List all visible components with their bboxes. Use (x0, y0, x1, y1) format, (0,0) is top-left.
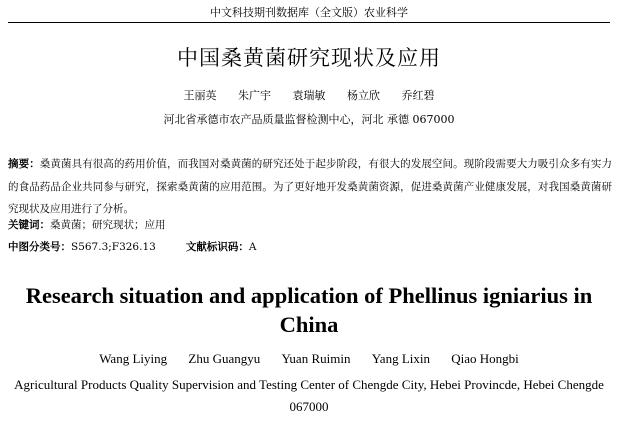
english-affiliation: Agricultural Products Quality Supervision and Testing Center of Chengde City, Hebei Provincde, Hebei Chengde 067000 (14, 377, 604, 414)
english-author: Yang Lixin (371, 351, 430, 366)
abstract-label: 摘要： (8, 158, 40, 170)
chinese-author: 王丽英 (183, 89, 217, 102)
chinese-author: 杨立欣 (347, 89, 380, 102)
header-rule (8, 22, 610, 23)
chinese-authors (0, 88, 618, 104)
keywords-text: 桑黄菌；研究现状；应用 (50, 219, 166, 231)
classification-line (8, 239, 612, 255)
chinese-abstract (8, 153, 612, 221)
english-author: Qiao Hongbi (451, 351, 519, 366)
chinese-author: 袁瑞敏 (292, 89, 326, 102)
keywords-label: 关键词： (8, 219, 50, 231)
chinese-affiliation: 河北省承德市农产品质量监督检测中心，河北 承德 067000 (163, 113, 455, 126)
chinese-author: 乔红碧 (401, 89, 435, 102)
english-title: Research situation and application of Phellinus igniarius in China (25, 283, 593, 337)
english-author: Wang Liying (99, 351, 168, 366)
chinese-keywords (8, 217, 612, 233)
english-authors (0, 351, 618, 367)
running-header: 中文科技期刊数据库（全文版）农业科学 (210, 6, 408, 19)
doc-code-label: 文献标识码： (185, 241, 249, 253)
english-author: Zhu Guangyu (188, 351, 261, 366)
clc-label: 中图分类号： (8, 241, 71, 253)
abstract-text: 桑黄菌具有很高的药用价值，而我国对桑黄菌的研究还处于起步阶段，有很大的发展空间。现阶段需要大力吸引众多有实力的食品药品企业共同参与研究，探索桑黄菌的应用范围。为了更好地开发桑黄菌资源，促进桑黄菌产业健康发展，对我国桑黄菌研究现状及应用进行了分析。 (8, 158, 612, 215)
english-author: Yuan Ruimin (281, 351, 351, 366)
doc-code-value: A (248, 241, 257, 253)
chinese-title: 中国桑黄菌研究现状及应用 (177, 46, 441, 70)
clc-value: S567.3;F326.13 (71, 241, 156, 253)
chinese-author: 朱广宇 (238, 89, 271, 102)
